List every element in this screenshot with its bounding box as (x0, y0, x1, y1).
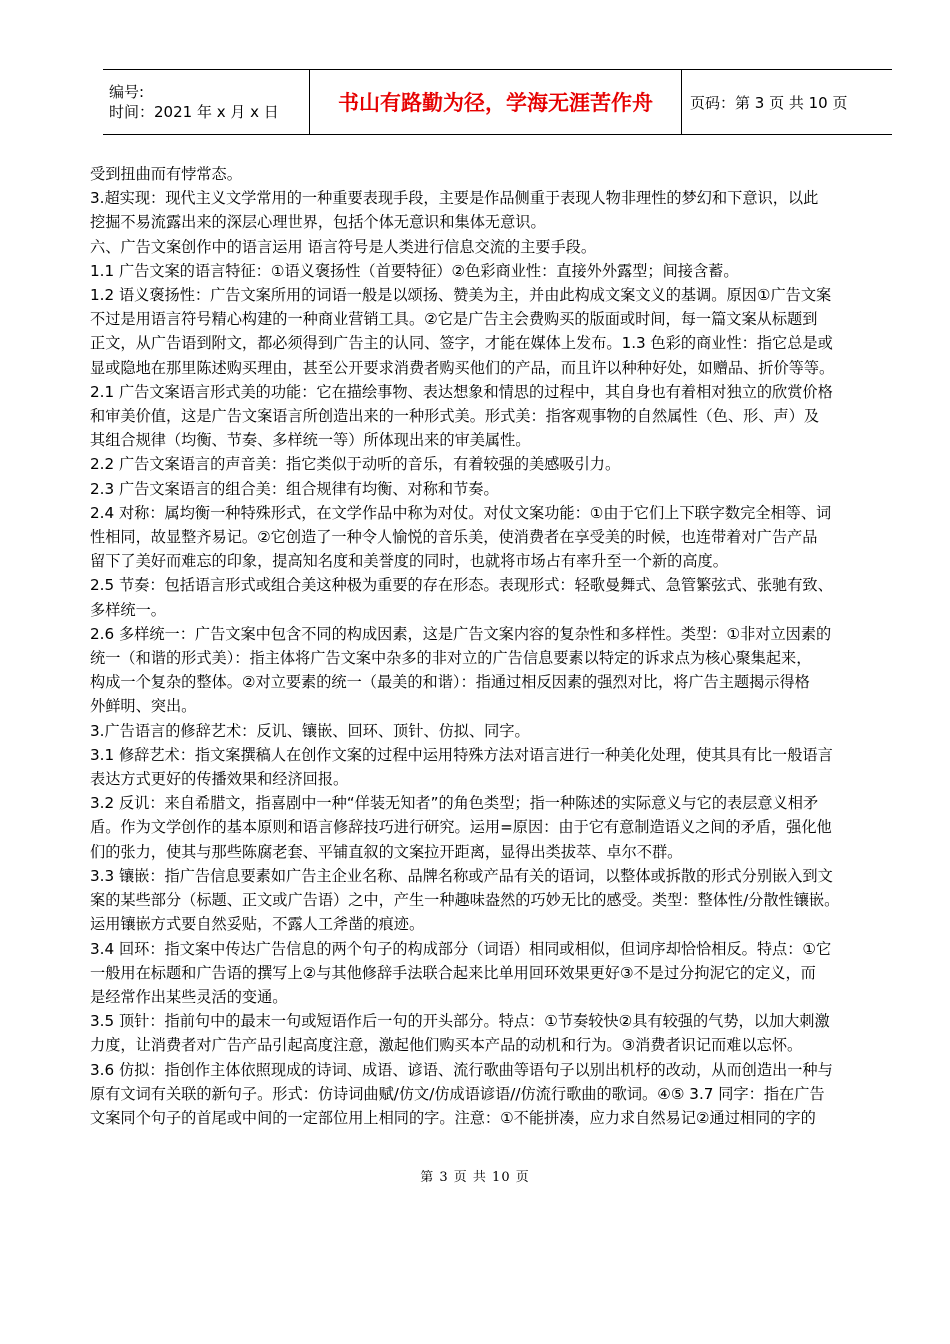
text-line: 运用镶嵌方式要自然妥贴，不露人工斧凿的痕迹。 (90, 915, 425, 934)
text-line: 3.超实现：现代主义文学常用的一种重要表现手段，主要是作品侧重于表现人物非理性的梦幻和下意识，以此 (90, 189, 819, 208)
page-info: 页码：第 3 页 共 10 页 (682, 70, 893, 135)
text-line: 3.3 镶嵌：指广告信息要素如广告主企业名称、品牌名称或产品有关的语词，以整体或拆散的形式分别嵌入到文 (90, 866, 833, 885)
motto: 书山有路勤为径，学海无涯苦作舟 (310, 70, 682, 135)
header-meta-cell (103, 70, 310, 135)
text-line: 性相同，故显整齐易记。②它创造了一种令人愉悦的音乐美，使消费者在享受美的时候，也连带着对广告产品 (90, 528, 818, 547)
page-footer: 第 3 页 共 10 页 (420, 1170, 530, 1185)
text-line: 留下了美好而难忘的印象，提高知名度和美誉度的同时，也就将市场占有率升至一个新的高度。 (90, 552, 728, 571)
text-line: 3.4 回环：指文案中传达广告信息的两个句子的构成部分（词语）相同或相似，但词序却恰恰相反。特点：①它 (90, 939, 832, 958)
text-line: 其组合规律（均衡、节奏、多样统一等）所体现出来的审美属性。 (90, 431, 531, 450)
serial-label: 编号: (109, 83, 145, 101)
text-line: 受到扭曲而有悖常态。 (90, 165, 242, 183)
text-line: 外鲜明、突出。 (90, 697, 197, 716)
text-line: 1.2 语义褒扬性：广告文案所用的词语一般是以颂扬、赞美为主，并由此构成文案文义的基调。原因①广告文案 (90, 286, 832, 305)
text-line: 案的某些部分（标题、正文或广告语）之中，产生一种趣味盎然的巧妙无比的感受。类型：整体性/分散性镶嵌。 (90, 891, 840, 910)
text-line: 和审美价值，这是广告文案语言所创造出来的一种形式美。形式美：指客观事物的自然属性（色、形、声）及 (90, 407, 819, 426)
document-body (90, 162, 938, 1130)
text-line: 不过是用语言符号精心构建的一种商业营销工具。②它是广告主会费购买的版面或时间，每一篇文案从标题到 (90, 310, 818, 329)
text-line: 一般用在标题和广告语的撰写上②与其他修辞手法联合起来比单用回环效果更好③不是过分拘泥它的定义，而 (90, 963, 816, 982)
text-line: 力度，让消费者对广告产品引起高度注意，激起他们购买本产品的动机和行为。③消费者识记而难以忘怀。 (90, 1036, 803, 1055)
text-line: 们的张力，使其与那些陈腐老套、平铺直叙的文案拉开距离，显得出类拔萃、卓尔不群。 (90, 842, 683, 861)
text-line: 挖掘不易流露出来的深层心理世界，包括个体无意识和集体无意识。 (90, 213, 546, 232)
text-line: 1.1 广告文案的语言特征：①语义褒扬性（首要特征）②色彩商业性：直接外外露型；间接含蓄。 (90, 261, 739, 280)
text-line: 盾。作为文学创作的基本原则和语言修辞技巧进行研究。运用=原因：由于它有意制造语义之间的矛盾，强化他 (90, 818, 832, 837)
text-line: 2.2 广告文案语言的声音美：指它类似于动听的音乐，有着较强的美感吸引力。 (90, 455, 621, 474)
text-line: 3.6 仿拟：指创作主体依照现成的诗词、成语、谚语、流行歌曲等语句子以别出机杼的改动，从而创造出一种与 (90, 1060, 833, 1079)
text-line: 3.1 修辞艺术：指文案撰稿人在创作文案的过程中运用特殊方法对语言进行一种美化处理，使其具有比一般语言 (90, 745, 833, 764)
text-line: 表达方式更好的传播效果和经济回报。 (90, 770, 349, 789)
text-line: 多样统一。 (90, 600, 166, 619)
date-label: 时间：2021 年 x 月 x 日 (109, 103, 279, 121)
text-line: 2.5 节奏：包括语言形式或组合美这种极为重要的存在形态。表现形式：轻歌曼舞式、急管繁弦式、张驰有致、 (90, 576, 833, 595)
text-line: 2.6 多样统一：广告文案中包含不同的构成因素，这是广告文案内容的复杂性和多样性。类型：①非对立因素的 (90, 624, 832, 643)
text-line: 六、广告文案创作中的语言运用 语言符号是人类进行信息交流的主要手段。 (90, 237, 597, 256)
text-line: 3.5 顶针：指前句中的最末一句或短语作后一句的开头部分。特点：①节奏较快②具有较强的气势，以加大刺激 (90, 1012, 830, 1031)
text-line: 2.3 广告文案语言的组合美：组合规律有均衡、对称和节奏。 (90, 479, 499, 498)
text-line: 2.1 广告文案语言形式美的功能：它在描绘事物、表达想象和情思的过程中，其自身也有着相对独立的欣赏价格 (90, 382, 833, 401)
header-table (103, 69, 892, 135)
text-line: 构成一个复杂的整体。②对立要素的统一（最美的和谐）：指通过相反因素的强烈对比，将广告主题揭示得格 (90, 673, 810, 692)
text-line: 文案同个句子的首尾或中间的一定部位用上相同的字。注意：①不能拼凑，应力求自然易记②通过相同的字的 (90, 1108, 816, 1127)
text-line: 统一（和谐的形式美）：指主体将广告文案中杂多的非对立的广告信息要素以特定的诉求点为核心聚集起来， (90, 649, 812, 668)
text-line: 正文，从广告语到附文，都必须得到广告主的认同、签字，才能在媒体上发布。1.3 色彩的商业性：指它总是或 (90, 334, 833, 353)
text-line: 3.广告语言的修辞艺术：反讥、镶嵌、回环、顶针、仿拟、同字。 (90, 721, 530, 740)
text-line: 原有文词有关联的新句子。形式：仿诗词曲赋/仿文/仿成语谚语//仿流行歌曲的歌词。④⑤ 3.7 同字：指在广告 (90, 1084, 825, 1103)
text-line: 2.4 对称：属均衡一种特殊形式，在文学作品中称为对仗。对仗文案功能：①由于它们上下联字数完全相等、词 (90, 503, 832, 522)
text-line: 3.2 反讥：来自希腊文，指喜剧中一种“佯装无知者”的角色类型；指一种陈述的实际意义与它的表层意义相矛 (90, 794, 819, 813)
text-line: 是经常作出某些灵活的变通。 (90, 987, 288, 1006)
text-line: 显或隐地在那里陈述购买理由，甚至公开要求消费者购买他们的产品，而且许以种种好处，如赠品、折价等等。 (90, 358, 835, 377)
